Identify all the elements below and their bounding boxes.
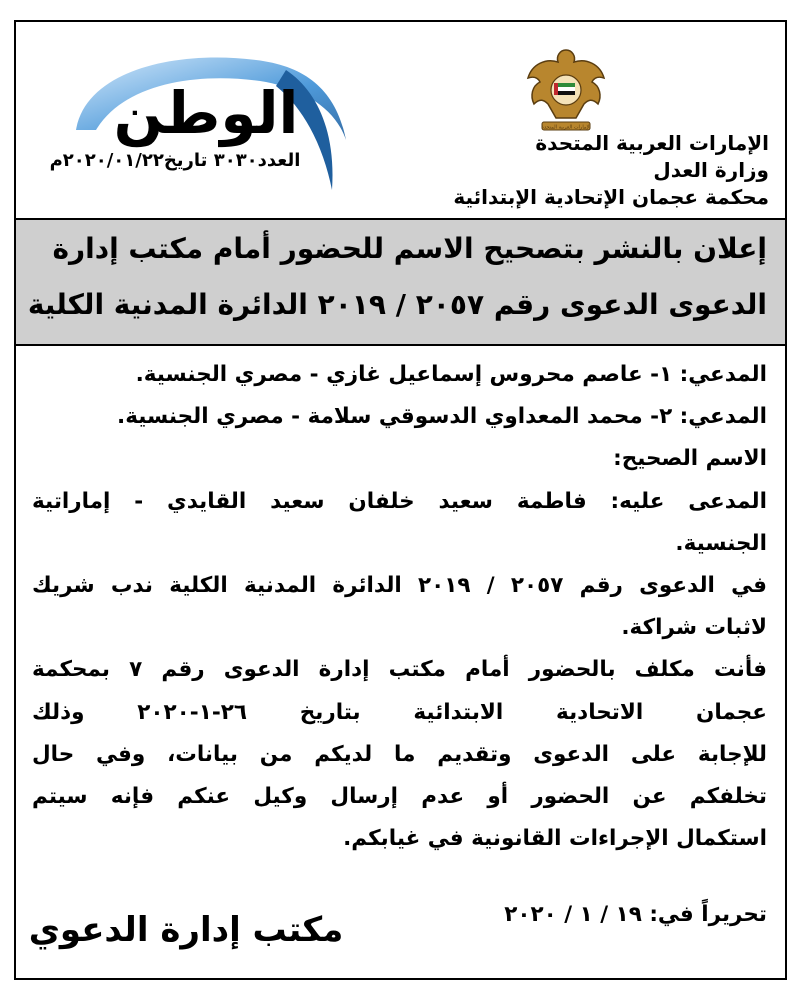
body-line: المدعى عليه: فاطمة سعيد خلفان سعيد القايدي - إماراتية [32,488,767,514]
body-line: عجمان الاتحادية الابتدائية بتاريخ ٢٦-١-٢٠٢٠ وذلك [32,699,767,725]
announcement-body [32,354,767,860]
body-line: فأنت مكلف بالحضور أمام مكتب إدارة الدعوى رقم ٧ بمحكمة [32,657,767,683]
body-line: المدعي: ٢- محمد المعداوي الدسوقي سلامة - مصري الجنسية. [117,404,767,430]
header [16,22,785,218]
body-line: تخلفكم عن الحضور أو عدم إرسال وكيل عنكم فإنه سيتم [32,783,767,809]
body-line: الاسم الصحيح: [613,446,767,472]
announcement-frame [14,20,787,980]
body-line: للإجابة على الدعوى وتقديم ما لديكم من بيانات، وفي حال [32,741,767,767]
body-line: لاثبات شراكة. [621,615,767,641]
svg-text:الإمارات العربية المتحدة: الإمارات العربية المتحدة [541,124,591,131]
country-name: الإمارات العربية المتحدة [535,131,769,155]
issuer-block [369,130,769,211]
body-line: الجنسية. [675,530,767,556]
issue-info: العدد٣٠٣٠ تاريخ٢٠٢٠/٠١/٢٢م [49,150,301,171]
issue-date: تحريراً في: ١٩ / ١ / ٢٠٢٠ [504,902,767,927]
newspaper-name: الوطن [113,79,299,147]
uae-emblem-icon [516,38,616,138]
title-line-1: إعلان بالنشر بتصحيح الاسم للحضور أمام مكتب إدارة [52,232,767,265]
signature: مكتب إدارة الدعوي [28,910,344,950]
newspaper-logo [36,30,356,202]
title-line-2: الدعوى الدعوى رقم ٢٠٥٧ / ٢٠١٩ الدائرة المدنية الكلية [27,288,767,321]
title-band [16,218,785,346]
ministry-name: وزارة العدل [653,158,769,182]
body-line: المدعي: ١- عاصم محروس إسماعيل غازي - مصري الجنسية. [135,362,767,387]
court-name: محكمة عجمان الإتحادية الإبتدائية [453,185,769,209]
body-line: استكمال الإجراءات القانونية في غيابكم. [343,826,767,852]
body-line: في الدعوى رقم ٢٠٥٧ / ٢٠١٩ الدائرة المدنية الكلية ندب شريك [32,572,767,598]
